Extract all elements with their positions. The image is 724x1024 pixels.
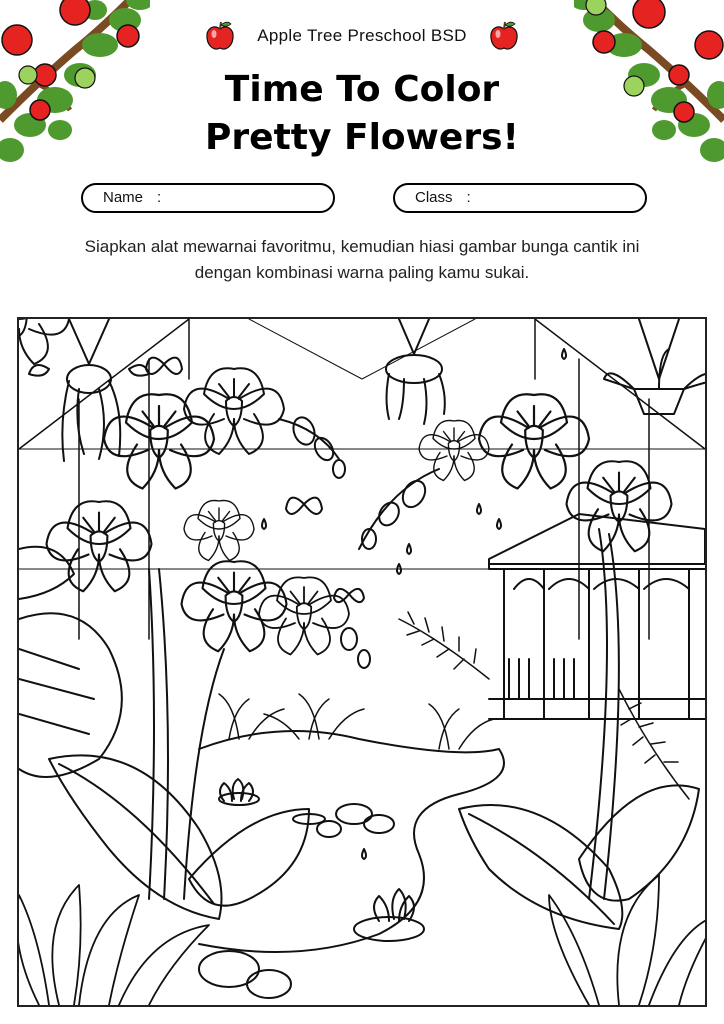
small-plants-icon — [219, 694, 494, 749]
butterfly-icon — [334, 589, 364, 602]
school-name: Apple Tree Preschool BSD — [257, 26, 467, 45]
name-field[interactable] — [81, 183, 335, 213]
hanging-planter-icon — [604, 319, 705, 414]
apple-icon — [205, 20, 235, 52]
orchid-stems — [149, 419, 619, 899]
pond-icon — [199, 731, 504, 952]
name-label: Name — [103, 189, 144, 206]
butterfly-icon — [286, 498, 322, 514]
butterfly-icon — [146, 358, 182, 374]
title-line-2: Pretty Flowers! — [205, 117, 519, 158]
class-colon: : — [466, 189, 471, 206]
rocks-icon — [199, 804, 394, 998]
class-label: Class — [415, 189, 453, 206]
page-title — [0, 66, 724, 162]
hanging-planter-icon — [386, 319, 445, 424]
orchid-buds-icon — [290, 414, 430, 668]
orchid-flower — [19, 319, 69, 364]
gazebo-icon — [489, 514, 705, 719]
instructions-text: Siapkan alat mewarnai favoritmu, kemudian hiasi gambar bunga cantik ini dengan kombinasi warna paling kamu sukai. — [84, 237, 640, 282]
orchid-greenhouse-illustration — [19, 319, 705, 1005]
class-field[interactable] — [393, 183, 647, 213]
coloring-area[interactable] — [17, 317, 707, 1007]
title-line-1: Time To Color — [224, 69, 500, 110]
apple-icon — [489, 20, 519, 52]
name-colon: : — [157, 189, 162, 206]
school-header — [0, 20, 724, 52]
